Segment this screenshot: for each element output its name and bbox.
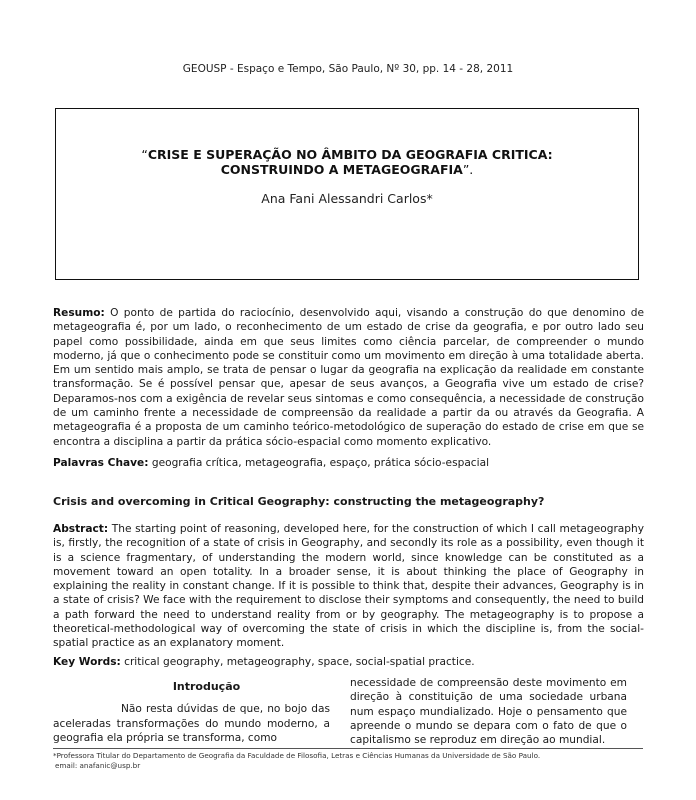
title-box	[55, 108, 639, 280]
footnote	[53, 751, 644, 770]
key-words-label: Key Words:	[53, 656, 121, 668]
intro-left-text: Não resta dúvidas de que, no bojo das aceleradas transformações do mundo moderno, a geografia ela própria se transforma, como	[53, 703, 330, 744]
article-title	[56, 147, 638, 177]
abstract-label: Abstract:	[53, 523, 109, 535]
abstract-paragraph	[53, 522, 644, 651]
palavras-chave-paragraph	[53, 456, 644, 470]
author-name: Ana Fani Alessandri Carlos*	[261, 191, 433, 206]
intro-right-column	[350, 676, 627, 747]
palavras-chave-text: geografia crítica, metageografia, espaço, prática sócio-espacial	[151, 457, 490, 469]
footnote-affiliation: *Professora Titular do Departamento de Geografia da Faculdade de Filosofia, Letras e Ciências Humanas da Universidade de São Paulo.	[53, 751, 541, 760]
intro-left-column	[53, 680, 330, 745]
title-line-1: CRISE E SUPERAÇÃO NO ÂMBITO DA GEOGRAFIA CRITICA:	[147, 147, 553, 162]
abstract-text: The starting point of reasoning, developed here, for the construction of which I call metageography is, firstly, the recognition of a state of crisis in Geography, and secondly its role as a possibility, even though it is a science fragmentary, of understanding the modern world, since knowledge can be constituted as a movement toward an open totality. In a broader sense, it is about thinking the place of Geography in explaining the reality in constant change. If it is possible to think that, despite their advances, Geography is in a state of crisis? We face with the requirement to disclose their symptoms and consequently, the need to build a path forward the need to understand reality from or by geography. The metageography is to propose a theoretical-methodological way of overcoming the state of crisis in which the discipline is, from the social-spatial practice as an explanatory moment.	[53, 523, 644, 650]
key-words-paragraph	[53, 655, 644, 669]
footnote-email: email: anafanic@usp.br	[55, 760, 141, 770]
title-open-quote: “	[141, 147, 148, 162]
title-close-quote: ”.	[462, 162, 474, 177]
palavras-chave-label: Palavras Chave:	[53, 457, 149, 469]
resumo-label: Resumo:	[53, 307, 105, 319]
key-words-text: critical geography, metageography, space, social-spatial practice.	[124, 656, 475, 668]
intro-heading: Introdução	[172, 680, 241, 693]
english-title: Crisis and overcoming in Critical Geography: constructing the metageography?	[53, 495, 545, 508]
intro-right-text: necessidade de compreensão deste movimento em direção à constituição de uma sociedade urbana num espaço mundializado. Hoje o pensamento que apreende o mundo se depara com o fato de que o capitalismo se reproduz em direção ao mundial.	[350, 677, 627, 747]
resumo-text: O ponto de partida do raciocínio, desenvolvido aqui, visando a construção do que denomino de metageografia é, por um lado, o reconhecimento de um estado de crise da geografia, e por outro lado seu papel como possibilidade, ainda em que seus limites como ciência parcelar, de compreender o mundo moderno, já que o conhecimento pode se constituir como um movimento em direção à uma totalidade aberta. Em um sentido mais amplo, se trata de pensar o lugar da geografia na explicação da realidade em constante transformação. Se é possível pensar que, apesar de seus avanços, a Geografia vive um estado de crise? Deparamos-nos com a exigência de revelar seus sintomas e como consequência, a necessidade de construção de um caminho frente a necessidade de compreensão da realidade a partir da ou através da Geografia. A metageografia é a proposta de um caminho teórico-metodológico de superação do estado de crise em que se encontra a disciplina a partir da prática sócio-espacial como momento explicativo.	[53, 307, 644, 448]
title-line-2: CONSTRUINDO A METAGEOGRAFIA	[220, 162, 463, 177]
journal-header: GEOUSP - Espaço e Tempo, São Paulo, Nº 30, pp. 14 - 28, 2011	[182, 63, 514, 75]
resumo-paragraph	[53, 306, 644, 449]
footnote-divider	[53, 748, 643, 749]
